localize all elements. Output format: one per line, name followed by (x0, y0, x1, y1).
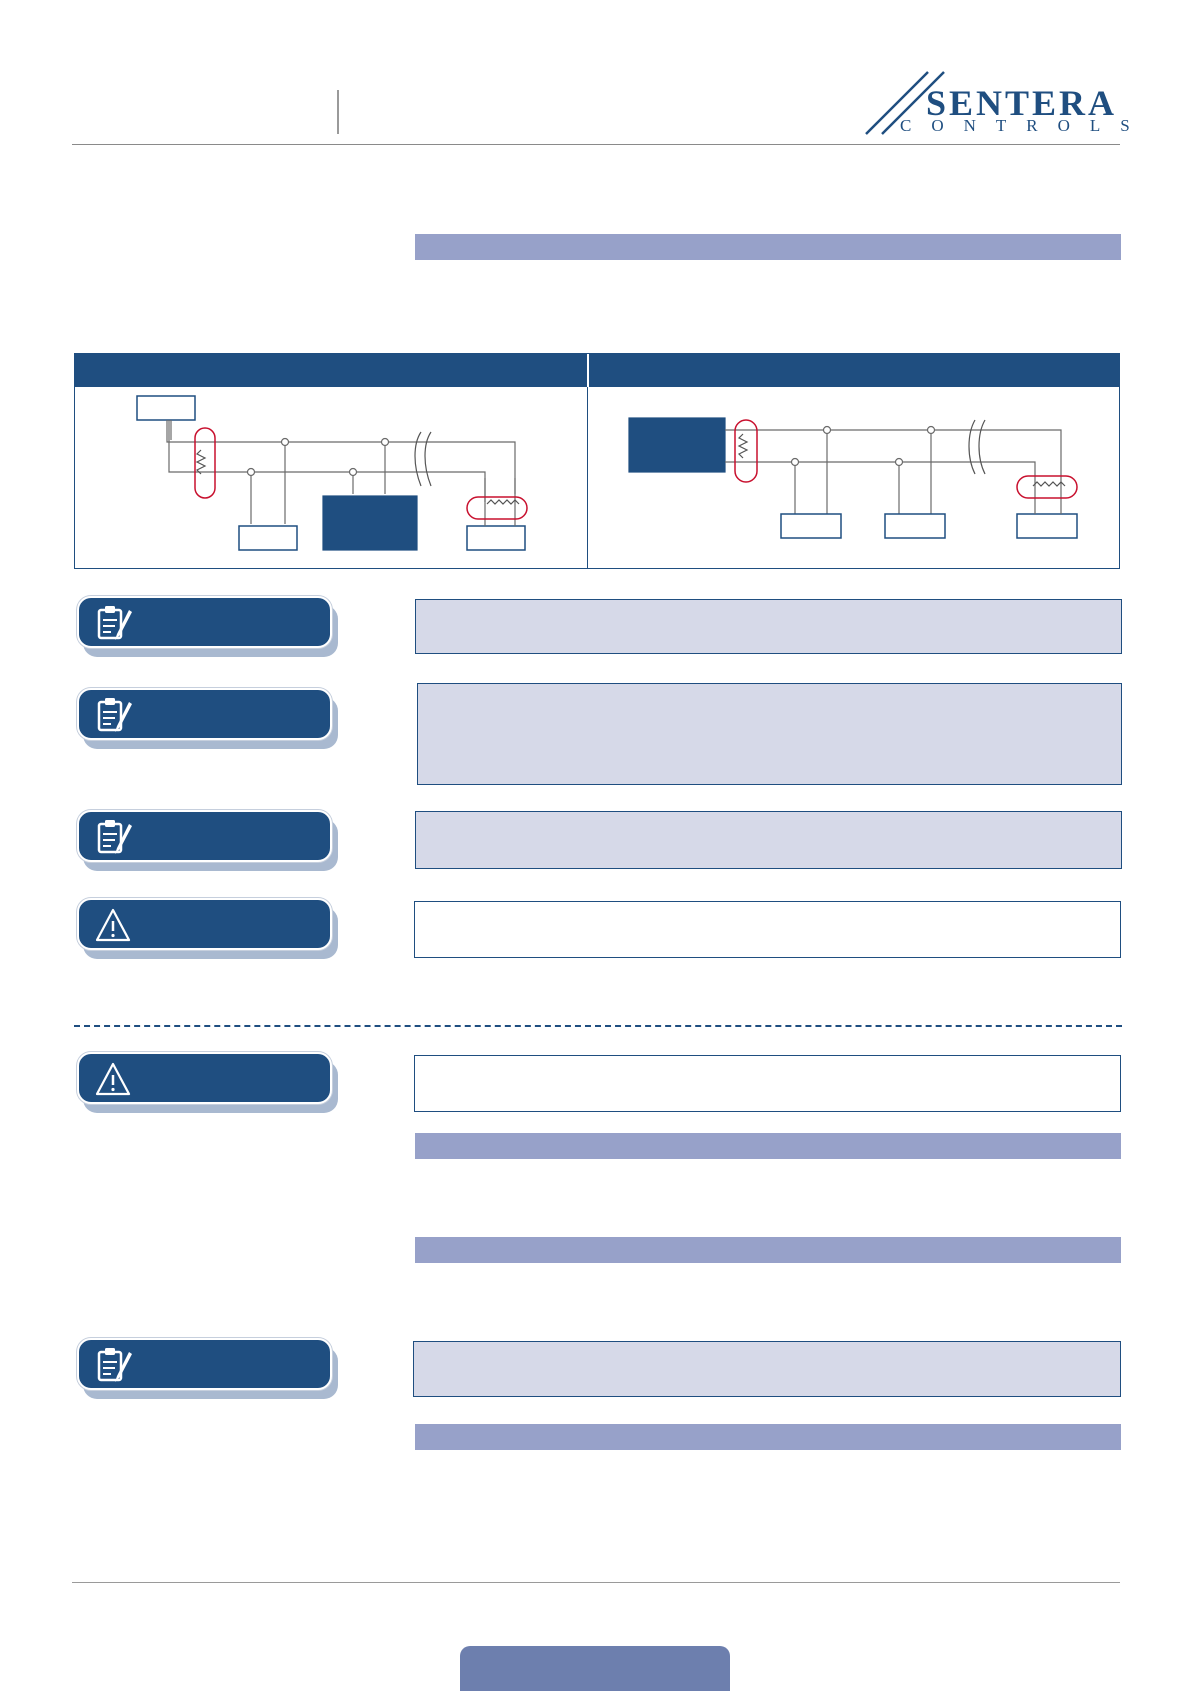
logo-subtitle: CONTROLS (900, 116, 1150, 135)
right-wiring-diagram (629, 418, 1077, 538)
dashed-separator (74, 1025, 1122, 1027)
sentera-logo (862, 64, 1150, 144)
header-rule (72, 144, 1120, 145)
note-box (413, 1341, 1121, 1397)
warning-triangle-icon (95, 906, 135, 944)
section-heading-bar (415, 234, 1121, 260)
clipboard-note-icon (95, 818, 135, 856)
note-tag (77, 1338, 338, 1390)
section-heading-bar (415, 1237, 1121, 1263)
section-heading-bar (415, 1424, 1121, 1450)
warning-tag (77, 898, 338, 950)
clipboard-note-icon (95, 1346, 135, 1384)
warning-box (414, 901, 1121, 958)
warning-triangle-icon (95, 1060, 135, 1098)
warning-tag (77, 1052, 338, 1104)
note-box (415, 599, 1122, 654)
wiring-diagram-table (74, 353, 1120, 569)
left-wiring-diagram (137, 396, 527, 550)
clipboard-note-icon (95, 604, 135, 642)
note-tag (77, 688, 338, 740)
header-divider (337, 90, 339, 134)
note-tag (77, 810, 338, 862)
wiring-diagrams (75, 354, 1121, 570)
clipboard-note-icon (95, 696, 135, 734)
footer-rule (72, 1582, 1120, 1583)
warning-box (414, 1055, 1121, 1112)
section-heading-bar (415, 1133, 1121, 1159)
logo-wordmark: SENTERA (926, 83, 1118, 123)
note-box (417, 683, 1122, 785)
note-box (415, 811, 1122, 869)
page-number-tab (460, 1646, 730, 1691)
note-tag (77, 596, 338, 648)
